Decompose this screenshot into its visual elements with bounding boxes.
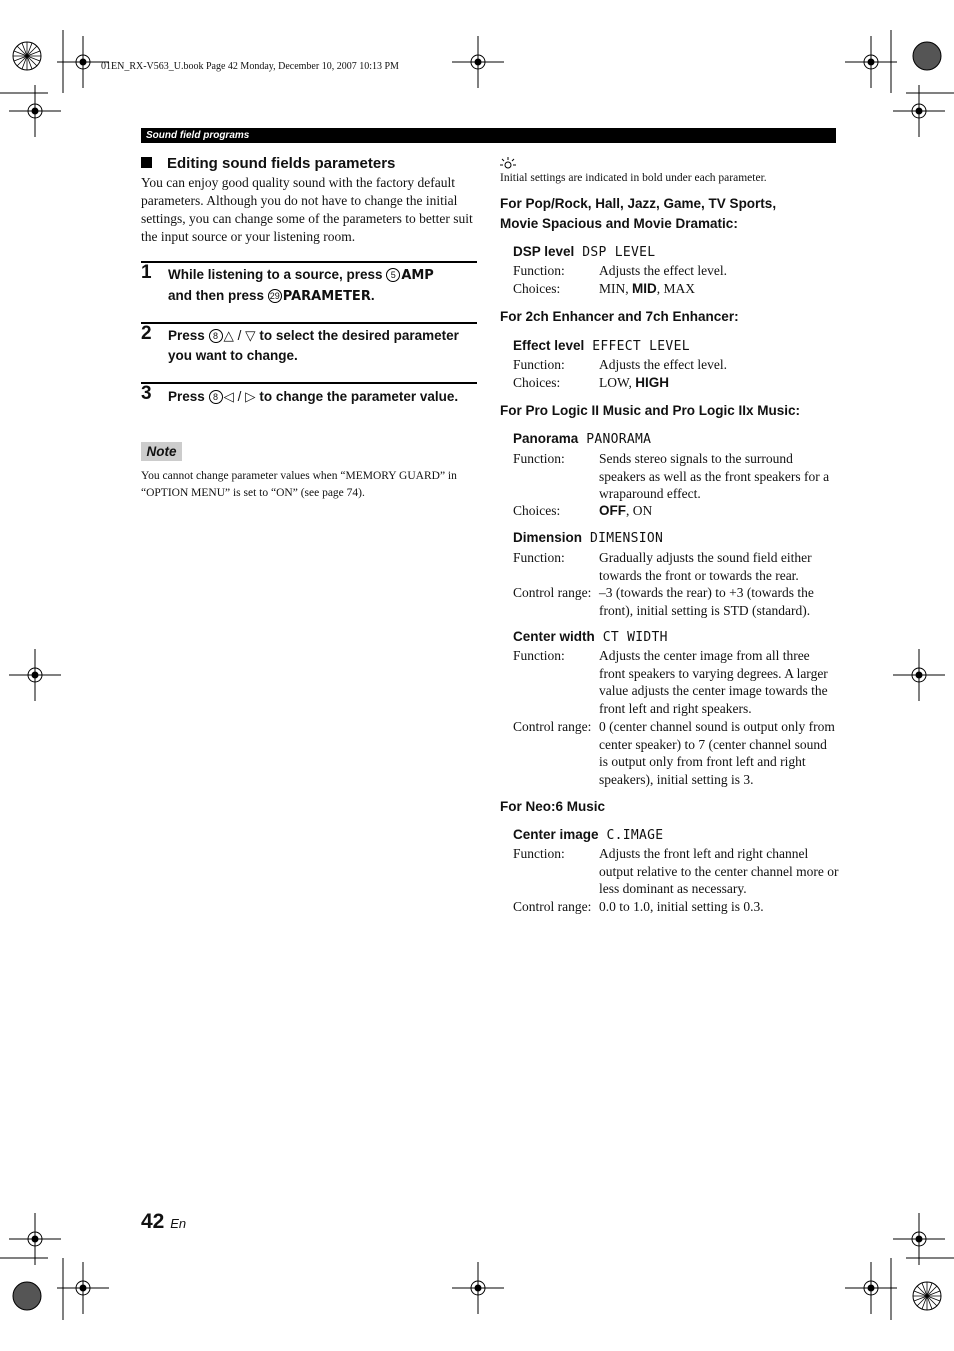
step-number: 3 — [141, 383, 152, 404]
step-divider — [141, 322, 477, 324]
group-heading: For Pro Logic II Music and Pro Logic IIx Music: — [500, 403, 801, 418]
choices-row: Choices: LOW, HIGH — [513, 375, 669, 390]
function-row: Function: Adjusts the front left and right channel output relative to the center channel more or less dominant as necessary. — [513, 846, 839, 897]
page-number: 42 En — [141, 1210, 187, 1233]
parameter-title: Effect level EFFECT LEVEL — [513, 338, 690, 354]
function-row: Function: Adjusts the center image from all three front speakers to varying degrees. A larger value adjusts the center image towards the front left and right speakers. — [513, 648, 828, 717]
step-3-text: Press 8 ◁ / ▷ to change the parameter value. — [168, 389, 459, 404]
function-row: Function: Adjusts the effect level. — [513, 263, 727, 278]
function-row: Function: Sends stereo signals to the surround speakers as well as the front speakers for a wraparound effect. — [513, 451, 830, 502]
intro-paragraph: You can enjoy good quality sound with the factory default parameters. Although you do not have to change the initial settings, you can change some of the parameters to better suit the input source or your listening room. — [141, 175, 473, 244]
display-text: DIMENSION — [590, 531, 664, 546]
note-text: You cannot change parameter values when “MEMORY GUARD” in “OPTION MENU” is set to “ON” (see page 74). — [141, 470, 457, 499]
display-text: EFFECT LEVEL — [592, 339, 690, 354]
group-heading: For Pop/Rock, Hall, Jazz, Game, TV Sports, Movie Spacious and Movie Dramatic: — [500, 196, 777, 231]
display-text: PANORAMA — [586, 432, 652, 447]
step-1-text: While listening to a source, press 5 AMP and then press 29 PARAMETER. — [168, 267, 434, 304]
control-range-row: Control range: 0 (center channel sound is output only from center speaker) to 7 (center channel sound is output only from front left and right speakers), initial setting is 3. — [513, 719, 835, 788]
group-heading: For Neo:6 Music — [500, 799, 606, 814]
parameter-title: Dimension DIMENSION — [513, 530, 664, 546]
step-2-text: Press 8 △ / ▽ to select the desired parameter you want to change. — [168, 328, 459, 363]
parameter-title: Center width CT WIDTH — [513, 629, 668, 645]
bullet-square-icon — [141, 157, 152, 168]
tip-text: Initial settings are indicated in bold under each parameter. — [500, 172, 767, 184]
function-row: Function: Adjusts the effect level. — [513, 357, 727, 372]
key-29-icon: 29 — [269, 291, 280, 301]
note-label: Note — [141, 442, 182, 461]
section-heading: Editing sound fields parameters — [141, 155, 395, 172]
group-heading: For 2ch Enhancer and 7ch Enhancer: — [500, 309, 739, 324]
section-header-bar: Sound field programs — [141, 128, 836, 143]
key-5-icon: 5 — [386, 268, 400, 282]
step-number: 1 — [141, 262, 152, 283]
step-divider — [141, 382, 477, 384]
display-text: C.IMAGE — [606, 828, 664, 843]
parameter-title: Center image C.IMAGE — [513, 827, 664, 843]
control-range-row: Control range: –3 (towards the rear) to +3 (towards the front), initial setting is STD (standard). — [513, 585, 814, 618]
file-header: 01EN_RX-V563_U.book Page 42 Monday, December 10, 2007 10:13 PM — [101, 61, 399, 72]
control-range-row: Control range: 0.0 to 1.0, initial setting is 0.3. — [513, 899, 764, 914]
choices-row: Choices: MIN, MID, MAX — [513, 281, 696, 296]
display-text: DSP LEVEL — [582, 245, 656, 260]
display-text: CT WIDTH — [602, 630, 668, 645]
parameter-title: DSP level DSP LEVEL — [513, 244, 656, 260]
choices-row: Choices: OFF, ON — [513, 503, 653, 518]
function-row: Function: Gradually adjusts the sound field either towards the front or towards the rear. — [513, 550, 812, 583]
up-down-arrows-icon: △ / ▽ — [223, 328, 256, 343]
left-right-arrows-icon: ◁ / ▷ — [223, 389, 256, 404]
key-8-icon: 8 — [209, 390, 223, 404]
parameter-title: Panorama PANORAMA — [513, 431, 652, 447]
key-8-icon: 8 — [209, 329, 223, 343]
step-divider — [141, 261, 477, 263]
tip-lightbulb-icon — [500, 157, 516, 171]
step-number: 2 — [141, 323, 152, 344]
